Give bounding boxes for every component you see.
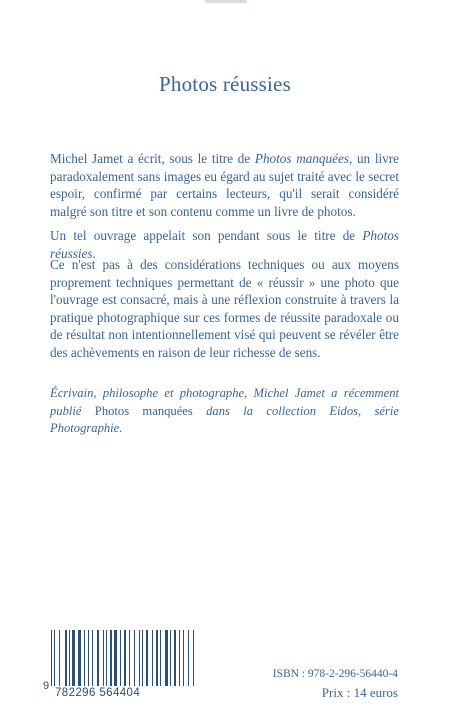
barcode-bar	[92, 630, 93, 686]
barcode-bar	[97, 630, 99, 686]
barcode-bar	[146, 630, 148, 686]
barcode-bar	[124, 630, 126, 686]
barcode-bar	[165, 630, 168, 686]
barcode-bar	[156, 630, 158, 686]
top-smudge	[205, 0, 247, 3]
barcode-bar	[134, 630, 135, 686]
barcode-bar	[174, 630, 176, 686]
barcode-bar	[103, 630, 104, 686]
author-bio	[50, 385, 399, 438]
barcode-bar	[69, 630, 70, 686]
bio-italic-2: dans la collection Eidos, série Photographie.	[50, 403, 399, 435]
barcode-bar	[106, 630, 107, 686]
barcode-bar	[139, 630, 140, 686]
barcode-bar	[129, 630, 130, 686]
barcode-bar	[78, 630, 81, 686]
barcode-digits: 782296 564404	[55, 687, 141, 699]
p2-text-b: .	[92, 245, 96, 261]
isbn: ISBN : 978-2-296-56440-4	[272, 668, 398, 680]
barcode-bar	[142, 630, 143, 686]
paragraph-1	[50, 150, 399, 220]
barcode-bar	[88, 630, 89, 686]
barcode-bar	[114, 630, 117, 686]
barcode-bar	[110, 630, 112, 686]
barcode-bar	[188, 630, 189, 686]
price: Prix : 14 euros	[321, 685, 398, 700]
barcode-bars	[51, 630, 201, 686]
bio-book-title: Photos manquées	[81, 403, 207, 418]
barcode-bar	[59, 630, 60, 686]
barcode-bar	[84, 630, 85, 686]
barcode-bar	[179, 630, 180, 686]
barcode-bar	[65, 630, 67, 686]
p2-italic-title: Photos réussies	[50, 228, 399, 261]
barcode-bar	[160, 630, 161, 686]
barcode-bar	[51, 630, 52, 686]
book-title: Photos réussies	[159, 72, 291, 96]
barcode-bar	[193, 630, 194, 686]
barcode-bar	[183, 630, 184, 686]
paragraph-3: Ce n'est pas à des considérations techniques ou aux moyens proprement techniques permettant de « réussir » une photo que l'ouvrage est consacré, mais à une réflexion construite à travers la pratique photographique sur ces formes de réussite paradoxale ou de résultat non intentionnellement visé qui peuvent se révéler être des achèvements en raison de leur richesse de sens.	[50, 257, 399, 360]
barcode-bar	[170, 630, 171, 686]
p1-italic-title: Photos manquées	[254, 151, 349, 166]
barcode-bar	[152, 630, 153, 686]
p1-text-a: Michel Jamet a écrit, sous le titre de	[50, 151, 255, 166]
p2-text-a: Un tel ouvrage appelait son pendant sous le titre de	[50, 228, 363, 243]
p1-text-b: , un livre paradoxalement sans images eu égard au sujet traité avec le secret espoir, confirmé par certains lecteurs, qu'il serait considéré malgré son titre et son contenu comme un livre de photos.	[50, 151, 400, 219]
bio-italic-1: Écrivain, philosophe et photographe, Michel Jamet a récemment publié	[50, 386, 399, 418]
barcode-bar	[54, 630, 55, 686]
barcode-first-digit: 9	[43, 680, 50, 692]
barcode	[43, 630, 201, 700]
barcode-bar	[120, 630, 121, 686]
barcode-bar	[72, 630, 74, 686]
